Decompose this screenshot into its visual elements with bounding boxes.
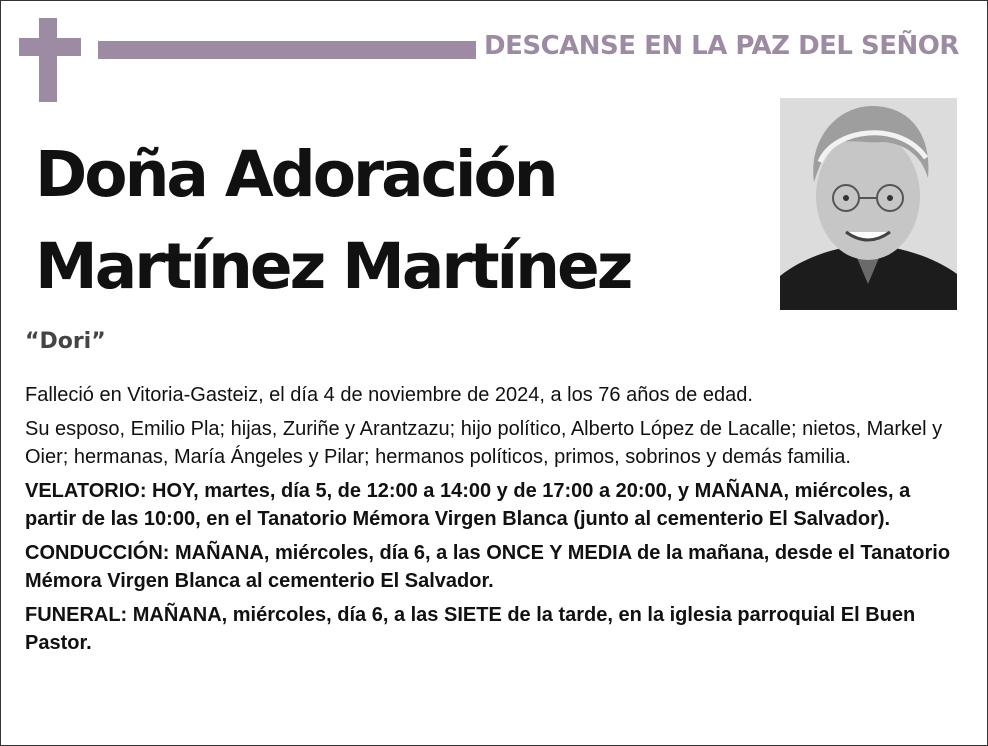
death-notice: Falleció en Vitoria-Gasteiz, el día 4 de noviembre de 2024, a los 76 años de edad. (25, 384, 753, 406)
header-title: DESCANSE EN LA PAZ DEL SEÑOR (484, 31, 959, 61)
wake-details: VELATORIO: HOY, martes, día 5, de 12:00 a 14:00 y de 17:00 a 20:00, y MAÑANA, miércoles, a partir de las 10:00, en el Tanatorio Mémora Virgen Blanca (junto al cementerio El Salvador). (25, 480, 911, 530)
cross-vertical-bar (39, 18, 57, 102)
cross-horizontal-bar (19, 38, 81, 56)
announcement-text (25, 381, 965, 663)
procession-details: CONDUCCIÓN: MAÑANA, miércoles, día 6, a las ONCE Y MEDIA de la mañana, desde el Tanatorio Mémora Virgen Blanca al cementerio El Salvador. (25, 542, 951, 592)
deceased-nickname: “Dori” (25, 329, 106, 354)
portrait-image (780, 98, 957, 310)
funeral-details: FUNERAL: MAÑANA, miércoles, día 6, a las SIETE de la tarde, en la iglesia parroquial El Buen Pastor. (25, 604, 916, 654)
family-list: Su esposo, Emilio Pla; hijas, Zuriñe y Arantzazu; hijo político, Alberto López de Lacalle; nietos, Markel y Oier; hermanas, María Ángeles y Pilar; hermanos políticos, primos, sobrinos y demás familia. (25, 418, 943, 468)
deceased-name-line2: Martínez Martínez (35, 230, 631, 303)
deceased-name-line1: Doña Adoración (35, 138, 556, 211)
deceased-name (35, 129, 630, 313)
portrait-photo (780, 98, 957, 310)
header-divider-bar (98, 41, 476, 59)
